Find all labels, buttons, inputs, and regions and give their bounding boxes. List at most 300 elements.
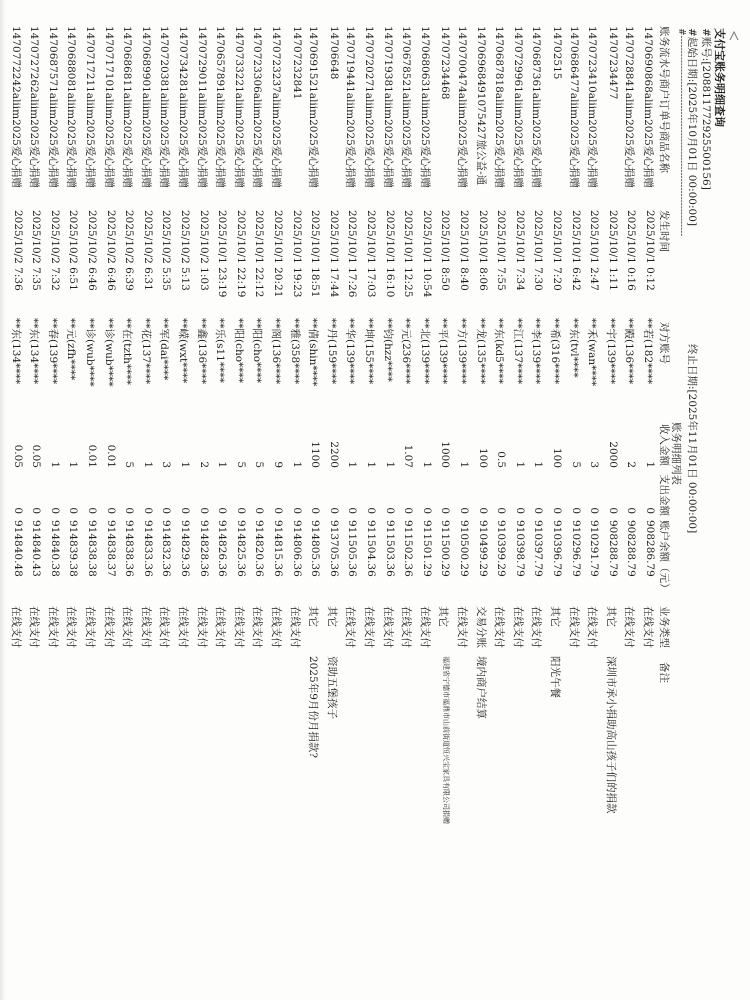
cell-time: 2025/10/1 17:03 — [365, 210, 377, 298]
cell-type: 在线支付 — [344, 606, 357, 648]
table-row — [431, 22, 451, 992]
cell-id: 1470727262aliim2025爱心捐赠 — [28, 26, 41, 188]
cell-out: 0 — [532, 507, 545, 514]
cell-id: 14707232841 — [290, 26, 303, 100]
table-row — [469, 22, 489, 992]
cell-id: 14706648 — [327, 26, 340, 80]
cell-type: 在线支付 — [586, 606, 599, 648]
cell-cp: **钧(hzz**** — [381, 318, 394, 382]
cell-id: 1470723410aliim2025爱心捐赠 — [586, 26, 599, 188]
cell-type: 在线支付 — [288, 606, 301, 648]
cell-id: 1470729011aliim2025爱心捐赠 — [195, 26, 208, 188]
cell-bal: 908286.79 — [644, 520, 656, 577]
table-row — [171, 22, 191, 992]
cell-time: 2025/10/1 1:11 — [606, 210, 619, 291]
cell-cp: **华(139**** — [344, 318, 357, 385]
cell-out: 0 — [458, 507, 470, 514]
table-row — [394, 22, 414, 992]
cell-bal: 911504.36 — [365, 520, 377, 577]
cell-bal: 911501.29 — [420, 520, 433, 577]
cell-cp: **龙(135**** — [474, 318, 487, 385]
table-row — [376, 22, 396, 992]
cell-time: 2025/10/1 8:40 — [458, 210, 470, 291]
cell-time: 2025/10/1 7:34 — [513, 210, 526, 291]
cell-in: 0.5 — [495, 451, 508, 468]
table-row — [543, 22, 563, 992]
cell-id: 1470680631aliim2025爱心捐赠 — [418, 26, 431, 188]
cell-out: 0 — [104, 507, 117, 514]
cell-out: 0 — [476, 507, 489, 514]
cell-bal: 914839.38 — [67, 520, 80, 577]
cell-in: 1 — [458, 461, 470, 468]
cell-time: 2025/10/1 8:50 — [439, 210, 452, 291]
cell-time: 2025/10/1 20:21 — [272, 210, 284, 298]
cell-time: 2025/10/1 22:19 — [234, 210, 247, 298]
cell-bal: 910296.79 — [569, 520, 582, 577]
cell-id: 14702515 — [551, 26, 563, 80]
table-row — [59, 22, 79, 992]
table-row — [152, 22, 172, 992]
cell-id: 1470691521aliim2025爱心捐赠 — [307, 26, 320, 188]
cell-out: 0 — [234, 507, 247, 514]
cell-bal: 910399.29 — [495, 520, 508, 577]
cell-cp: **在(tzth**** — [121, 318, 134, 385]
cell-cp: **春(139**** — [46, 318, 59, 385]
table-row — [636, 22, 656, 992]
cell-time: 2025/10/1 0:16 — [625, 210, 638, 291]
cell-note: 深圳市承小捐助高山孩子们的捐款 — [604, 656, 617, 814]
cell-cp: **宇(139**** — [604, 318, 617, 385]
cell-out: 0 — [30, 507, 43, 514]
cell-type: 在线支付 — [84, 606, 96, 648]
cell-cp: **嵘(wxt**** — [177, 318, 189, 384]
cell-type: 其它 — [325, 606, 338, 627]
cell-out: 0 — [123, 507, 136, 514]
table-row — [580, 22, 600, 992]
cell-bal: 910499.29 — [476, 520, 489, 577]
cell-id: 1470688081aliim2025爱心捐赠 — [65, 26, 78, 188]
cell-out: 0 — [253, 507, 266, 514]
cell-bal: 914840.43 — [30, 520, 43, 577]
cell-bal: 910397.79 — [532, 520, 545, 577]
cell-type: 在线支付 — [511, 606, 524, 648]
cell-cp: **东(tvl**** — [567, 318, 580, 378]
table-row — [524, 22, 544, 992]
cell-bal: 914840.38 — [48, 520, 61, 577]
cell-time: 2025/10/1 7:30 — [532, 210, 545, 291]
cell-id: 1470686811aliim2025爱心捐赠 — [121, 26, 134, 188]
cell-time: 2025/10/2 6:39 — [123, 210, 136, 291]
cell-out: 0 — [625, 507, 638, 514]
cell-id: 14706968491075427旅公益-通 — [474, 26, 487, 186]
account-value: [20881177292550015​6] — [700, 61, 712, 190]
cell-note: 境内商户结算 — [474, 656, 487, 719]
cell-bal: 914832.36 — [160, 520, 173, 577]
cell-bal: 911500.29 — [439, 520, 452, 577]
cell-in: 1 — [48, 461, 61, 468]
cell-time: 2025/10/1 7:20 — [551, 210, 563, 291]
cell-in: 1 — [216, 461, 229, 468]
cell-id: 1470723306aliim2025爱心捐赠 — [251, 26, 264, 188]
cell-cp: **平(139**** — [437, 318, 450, 385]
cell-bal: 914833.36 — [141, 520, 154, 577]
cell-time: 2025/10/1 0:12 — [644, 210, 656, 291]
cell-type: 其它 — [549, 606, 561, 627]
cell-in: 0.05 — [30, 444, 43, 468]
cell-bal: 911505.36 — [346, 520, 359, 577]
cell-id: 1470728841aliim2025爱心捐赠 — [623, 26, 636, 188]
cell-id: 1470719441aliim2025爱心捐赠 — [344, 26, 357, 188]
cell-cp: **花(137**** — [139, 318, 152, 385]
cell-in: 1000 — [439, 441, 452, 468]
cell-type: 在线支付 — [158, 606, 171, 648]
header-type: 业务类型 — [658, 606, 670, 648]
cell-in: 5 — [234, 461, 247, 468]
cell-id: 1470733221aliim2025爱心捐赠 — [232, 26, 245, 188]
cell-out: 0 — [309, 507, 322, 514]
cell-out: 0 — [197, 507, 210, 514]
cell-type: 在线支付 — [195, 606, 208, 648]
cell-bal: 914838.36 — [123, 520, 136, 577]
cell-type: 在线支付 — [232, 606, 245, 648]
cell-time: 2025/10/1 7:55 — [495, 210, 508, 291]
cell-bal: 911502.36 — [402, 520, 415, 577]
cell-in: 5 — [123, 461, 136, 468]
cell-time: 2025/10/2 5:35 — [160, 210, 173, 291]
cell-cp: **禾(wan**** — [586, 318, 599, 387]
cell-bal: 910396.79 — [551, 520, 563, 577]
cell-id: 1470719381aliim2025爱心捐赠 — [381, 26, 394, 188]
cell-cp: **希(316**** — [549, 318, 561, 385]
table-row — [617, 22, 637, 992]
cell-in: 1 — [290, 461, 303, 468]
account-label: #账号: — [700, 28, 712, 62]
cell-id: 1470720381aliim2025爱心捐赠 — [158, 26, 171, 188]
table-row — [413, 22, 433, 992]
table-row — [562, 22, 582, 992]
cell-type: 在线支付 — [623, 606, 636, 648]
cell-type: 在线支付 — [363, 606, 375, 648]
table-row — [599, 22, 619, 992]
account-row — [700, 28, 714, 190]
cell-type: 在线支付 — [567, 606, 580, 648]
cell-time: 2025/10/1 2:47 — [588, 210, 601, 291]
cell-id: 1470689901aliim2025爱心捐赠 — [139, 26, 152, 188]
cell-id: 1470686477aliim2025爱心捐赠 — [567, 26, 580, 188]
cell-out: 0 — [588, 507, 601, 514]
cell-time: 2025/10/1 22:12 — [253, 210, 266, 298]
cell-cp: **东(134**** — [9, 318, 22, 385]
cell-id: 1470723237aliim2025爱心捐赠 — [270, 26, 282, 188]
cell-bal: 914838.38 — [86, 520, 98, 577]
cell-bal: 914826.36 — [216, 520, 229, 577]
cell-cp: **若(182**** — [642, 318, 654, 385]
cell-out: 0 — [272, 507, 284, 514]
cell-out: 0 — [11, 507, 24, 514]
cell-cp: **军(dai**** — [158, 318, 171, 381]
table-row — [450, 22, 470, 992]
cell-in: 1 — [513, 461, 526, 468]
cell-type: 在线支付 — [177, 606, 189, 648]
header-expense: 支出金额 — [658, 474, 670, 516]
scan-mark-icon — [728, 30, 740, 42]
table-row — [506, 22, 526, 992]
cell-type: 在线支付 — [28, 606, 41, 648]
header-biz-text: 商户订单号 — [658, 78, 670, 131]
cell-out: 0 — [644, 507, 656, 514]
cell-out: 0 — [495, 507, 508, 514]
cell-out: 0 — [569, 507, 582, 514]
cell-bal: 914815.36 — [272, 520, 284, 577]
cell-note: 2025年9月份月捐款? — [307, 656, 320, 759]
cell-time: 2025/10/2 7:35 — [30, 210, 43, 291]
cell-in: 1 — [420, 461, 433, 468]
cell-in: 5 — [253, 461, 266, 468]
cell-in: 1 — [141, 461, 154, 468]
cell-bal: 910291.79 — [588, 520, 601, 577]
cell-type: 在线支付 — [102, 606, 115, 648]
cell-type: 在线支付 — [9, 606, 22, 648]
cell-out: 0 — [606, 507, 619, 514]
cell-id: 1470772242aliim2025爱心捐赠 — [9, 26, 22, 188]
cell-time: 2025/10/1 23:19 — [216, 210, 229, 298]
cell-time: 2025/10/2 7:36 — [11, 210, 24, 291]
cell-in: 1 — [346, 461, 359, 468]
cell-in: 2000 — [606, 441, 619, 468]
header-counterparty: 对方账号 — [658, 322, 670, 364]
cell-time: 2025/10/1 8:06 — [476, 210, 489, 291]
cell-note: 福建省宁德市福鼎市山前街道恒兴宝家具有限公司捐赠 — [442, 656, 451, 824]
cell-in: 2200 — [327, 441, 340, 468]
cell-id: 14707234477 — [606, 26, 619, 100]
table-row — [245, 22, 265, 992]
cell-cp: **北(139**** — [418, 318, 431, 385]
cell-out: 0 — [86, 507, 98, 514]
cell-type: 在线支付 — [642, 606, 654, 648]
cell-cp: **李(139**** — [530, 318, 543, 385]
cell-type: 在线支付 — [65, 606, 78, 648]
cell-bal: 914829.36 — [179, 520, 191, 577]
cell-bal: 914825.36 — [234, 520, 247, 577]
cell-in: 2 — [197, 461, 210, 468]
cell-time: 2025/10/1 16:10 — [383, 210, 396, 298]
cell-type: 在线支付 — [456, 606, 468, 648]
table-row — [320, 22, 340, 992]
table-row — [208, 22, 228, 992]
table-row — [264, 22, 284, 992]
cell-in: 1 — [67, 461, 80, 468]
cell-time: 2025/10/2 7:32 — [48, 210, 61, 291]
cell-out: 0 — [402, 507, 415, 514]
table-row — [487, 22, 507, 992]
cell-in: 1.07 — [402, 444, 415, 468]
cell-id: 1470687571aliim2025爱心捐赠 — [46, 26, 59, 188]
cell-in: 3 — [160, 461, 173, 468]
cell-cp: **元(236**** — [400, 318, 413, 385]
cell-id: 1470657891aliim2025爱心捐赠 — [214, 26, 227, 188]
table-row — [22, 22, 42, 992]
cell-bal: 913705.36 — [327, 520, 340, 577]
cell-in: 1 — [179, 461, 191, 468]
cell-in: 1100 — [309, 441, 322, 468]
table-row — [338, 22, 358, 992]
cell-cp: **阳(cho**** — [232, 318, 245, 384]
cell-out: 0 — [383, 507, 396, 514]
header-id-text: 账务流水号 — [658, 26, 670, 79]
cell-type: 在线支付 — [121, 606, 134, 648]
list-title: 账务明细列表 — [670, 422, 682, 485]
cell-cp: **坤(155**** — [363, 318, 375, 385]
cell-time: 2025/10/1 6:42 — [569, 210, 582, 291]
cell-time: 2025/10/1 10:54 — [420, 210, 433, 298]
end-date-label: 终止日期: — [686, 344, 698, 390]
cell-id: 1470717101aliim2025爱心捐赠 — [102, 26, 115, 188]
cell-time: 2025/10/1 17:44 — [327, 210, 340, 298]
cell-out: 0 — [67, 507, 80, 514]
cell-out: 0 — [216, 507, 229, 514]
cell-type: 在线支付 — [418, 606, 431, 648]
table-row — [227, 22, 247, 992]
header-name-text: 商品名称 — [658, 131, 670, 173]
table-row — [134, 22, 154, 992]
cell-in: 3 — [588, 461, 601, 468]
header-income: 收入金额 — [658, 424, 670, 466]
cell-id: 1470687361aliim2025爱心捐赠 — [530, 26, 543, 188]
cell-out: 0 — [365, 507, 377, 514]
cell-type: 其它 — [604, 606, 617, 627]
cell-bal: 908288.79 — [606, 520, 619, 577]
cell-cp: **殿(136**** — [623, 318, 636, 385]
table-row — [115, 22, 135, 992]
table-row — [97, 22, 117, 992]
cell-time: 2025/10/2 6:46 — [86, 210, 98, 291]
end-date-value: [2025年11月01日 00:00:00] — [686, 389, 698, 534]
cell-out: 0 — [290, 507, 303, 514]
cell-cp: **阁(136**** — [270, 318, 282, 385]
cell-time: 2025/10/2 6:51 — [67, 210, 80, 291]
rotated-statement — [8, 22, 728, 992]
cell-in: 1 — [365, 461, 377, 468]
cell-out: 0 — [513, 507, 526, 514]
cell-type: 在线支付 — [214, 606, 227, 648]
cell-id: 1470690868aliim2025爱心捐赠 — [642, 26, 654, 188]
cell-in: 2 — [625, 461, 638, 468]
cell-time: 2025/10/1 17:26 — [346, 210, 359, 298]
cell-type: 在线支付 — [381, 606, 394, 648]
cell-time: 2025/10/1 19:23 — [290, 210, 303, 298]
table-row — [78, 22, 98, 992]
cell-type: 在线支付 — [46, 606, 59, 648]
cell-time: 2025/10/2 1:03 — [197, 210, 210, 291]
cell-cp: **乐(s11**** — [214, 318, 227, 383]
table-row — [283, 22, 303, 992]
table-row — [4, 22, 24, 992]
cell-in: 1 — [644, 461, 656, 468]
table-row — [357, 22, 377, 992]
cell-cp: **东(134**** — [28, 318, 41, 385]
cell-out: 0 — [346, 507, 359, 514]
start-date-value: [2025年10月01日 00:00:00] — [686, 82, 698, 226]
header-id — [657, 26, 672, 173]
cell-id: 1470687818aliim2025爱心捐赠 — [493, 26, 506, 188]
cell-in: 0.01 — [104, 444, 117, 468]
cell-cp: **方(139**** — [456, 318, 468, 385]
table-row — [301, 22, 321, 992]
cell-cp: **鑫(136**** — [195, 318, 208, 385]
cell-in: 9 — [272, 461, 284, 468]
cell-cp: **雅(358**** — [288, 318, 301, 385]
cell-time: 2025/10/2 5:13 — [179, 210, 191, 291]
cell-cp: **丹(159**** — [325, 318, 338, 385]
header-balance: 账户余额（元） — [658, 520, 670, 594]
table-row — [41, 22, 61, 992]
cell-bal: 908288.79 — [625, 520, 638, 577]
cell-time: 2025/10/1 18:51 — [309, 210, 322, 298]
cell-bal: 910500.29 — [458, 520, 470, 577]
start-date-label: #起始日期: — [686, 28, 698, 83]
cell-cp: **江(137**** — [511, 318, 524, 385]
cell-type: 在线支付 — [251, 606, 264, 648]
cell-note: 资助五堡孩子 — [325, 656, 338, 719]
cell-out: 0 — [179, 507, 191, 514]
cell-time: 2025/10/2 6:31 — [141, 210, 154, 291]
cell-id: 1470700474aliim2025爱心捐赠 — [456, 26, 468, 188]
cell-in: 100 — [551, 447, 563, 468]
separator-line: #------------------------------------------------------------------ — [676, 28, 686, 237]
cell-bal: 914805.36 — [309, 520, 322, 577]
cell-out: 0 — [327, 507, 340, 514]
cell-cp: **诊(wub**** — [102, 318, 115, 387]
cell-bal: 914820.36 — [253, 520, 266, 577]
cell-note: 阳光午餐 — [549, 656, 561, 698]
cell-bal: 914828.36 — [197, 520, 210, 577]
cell-in: 0.05 — [11, 444, 24, 468]
table-row — [190, 22, 210, 992]
cell-cp: **诊(wub**** — [84, 318, 96, 387]
cell-id: 1470720271aliim2025爱心捐赠 — [363, 26, 375, 188]
cell-in: 0.01 — [86, 444, 98, 468]
cell-bal: 914806.36 — [290, 520, 303, 577]
cell-out: 0 — [141, 507, 154, 514]
cell-type: 在线支付 — [530, 606, 543, 648]
cell-type: 在线支付 — [493, 606, 506, 648]
cell-out: 0 — [160, 507, 173, 514]
cell-type: 在线支付 — [270, 606, 282, 648]
cell-in: 1 — [532, 461, 545, 468]
cell-type: 其它 — [437, 606, 450, 627]
cell-cp: **倩(shin**** — [307, 318, 320, 387]
cell-out: 0 — [420, 507, 433, 514]
cell-cp: **东(kd5**** — [493, 318, 506, 384]
statement-title — [714, 28, 728, 127]
cell-time: 2025/10/2 6:46 — [104, 210, 117, 291]
cell-in: 100 — [476, 447, 489, 468]
cell-in: 5 — [569, 461, 582, 468]
cell-type: 在线支付 — [139, 606, 152, 648]
cell-id: 1470729961aliim2025爱心捐赠 — [511, 26, 524, 188]
cell-type: 在线支付 — [400, 606, 413, 648]
cell-type: 交易分账 — [474, 606, 487, 648]
cell-type: 其它 — [307, 606, 320, 627]
cell-in: 1 — [383, 461, 396, 468]
cell-cp: **元(zfh**** — [65, 318, 78, 381]
cell-id: 1470734281aliim2025爱心捐赠 — [177, 26, 189, 188]
cell-id: 1470717211aliim2025爱心捐赠 — [84, 26, 96, 188]
header-note: 备注 — [658, 662, 670, 683]
date-range-row — [686, 28, 700, 534]
cell-id: 1470678521aliim2025爱心捐赠 — [400, 26, 413, 188]
cell-out: 0 — [439, 507, 452, 514]
